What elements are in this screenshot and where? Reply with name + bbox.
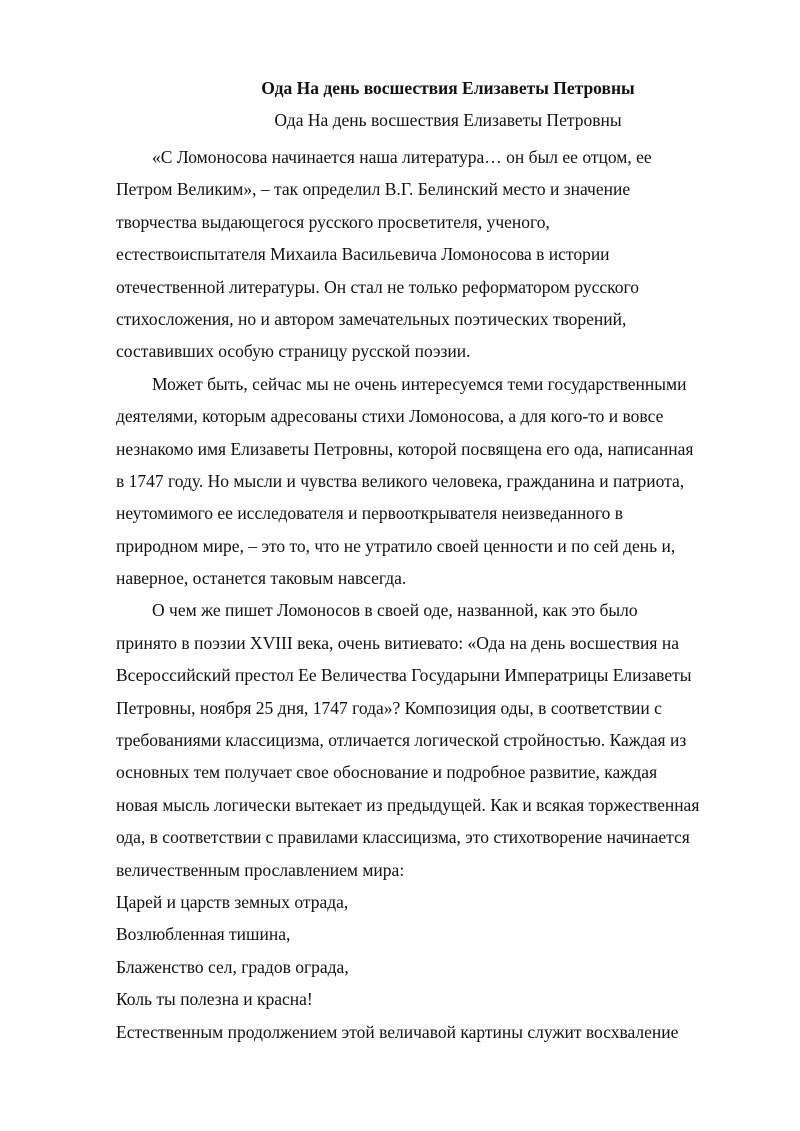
text-line: неутомимого ее исследователя и первооткрывателя неизведанного в	[116, 503, 624, 524]
text-line: О чем же пишет Ломоносов в своей оде, названной, как это было	[152, 600, 638, 621]
poem-line: Царей и царств земных отрада,	[116, 891, 349, 912]
text-line: Петром Великим», – так определил В.Г. Белинский место и значение	[116, 179, 631, 200]
text-line: Естественным продолжением этой величавой картины служит восхваление	[116, 1021, 679, 1042]
poem-line: Блаженство сел, градов ограда,	[116, 956, 349, 977]
text-line: Может быть, сейчас мы не очень интересуемся теми государственными	[152, 373, 687, 394]
document-subtitle: Ода На день восшествия Елизаветы Петровны	[274, 110, 622, 130]
text-line: ода, в соответствии с правилами классицизма, это стихотворение начинается	[116, 827, 690, 848]
text-line: принято в поэзии XVIII века, очень витиевато: «Ода на день восшествия на	[116, 632, 679, 653]
text-line: величественным прославлением мира:	[116, 859, 405, 880]
text-line: в 1747 году. Но мысли и чувства великого человека, гражданина и патриота,	[116, 470, 685, 491]
document-title: Ода На день восшествия Елизаветы Петровны	[261, 78, 635, 98]
text-line: стихосложения, но и автором замечательных поэтических творений,	[116, 308, 627, 329]
text-line: естествоиспытателя Михаила Васильевича Ломоносова в истории	[116, 244, 610, 265]
text-line: природном мире, – это то, что не утратило своей ценности и по сей день и,	[116, 535, 676, 556]
text-line: наверное, останется таковым навсегда.	[116, 568, 407, 589]
poem-line: Коль ты полезна и красна!	[116, 989, 313, 1010]
text-line: отечественной литературы. Он стал не только реформатором русского	[116, 276, 640, 297]
text-line: «С Ломоносова начинается наша литература… он был ее отцом, ее	[152, 147, 652, 167]
document-body	[116, 141, 748, 1048]
poem-line: Возлюбленная тишина,	[116, 924, 291, 945]
text-line: новая мысль логически вытекает из предыдущей. Как и всякая торжественная	[116, 794, 700, 815]
text-line: составивших особую страницу русской поэзии.	[116, 341, 471, 362]
text-line: требованиями классицизма, отличается логической стройностью. Каждая из	[116, 730, 687, 751]
text-line: незнакомо имя Елизаветы Петровны, которой посвящена его ода, написанная	[116, 438, 694, 459]
text-line: основных тем получает свое обоснование и подробное развитие, каждая	[116, 762, 658, 783]
text-line: Петровны, ноября 25 дня, 1747 года»? Композиция оды, в соответствии с	[116, 697, 662, 718]
text-line: Всероссийский престол Ее Величества Государыни Императрицы Елизаветы	[116, 665, 692, 686]
text-line: творчества выдающегося русского просветителя, ученого,	[116, 211, 550, 232]
text-line: деятелями, которым адресованы стихи Ломоносова, а для кого-то и вовсе	[116, 406, 664, 427]
